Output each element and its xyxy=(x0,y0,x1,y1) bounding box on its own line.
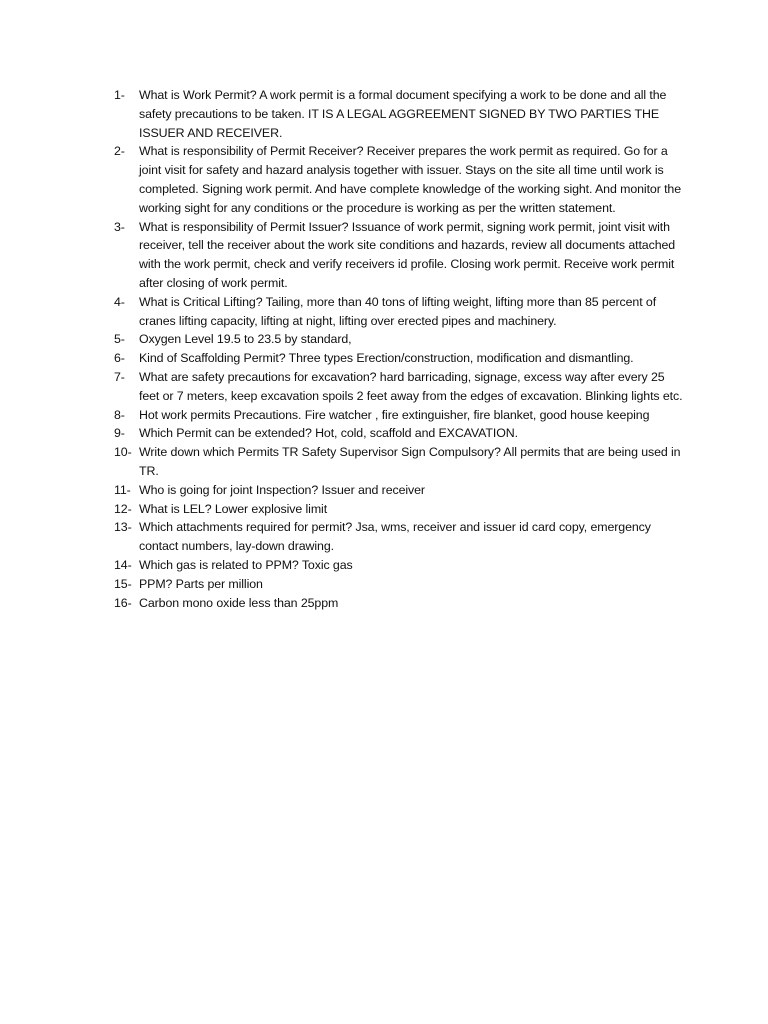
list-item xyxy=(114,142,684,217)
item-number: 5- xyxy=(114,332,125,347)
item-number: 4- xyxy=(114,294,125,309)
list-item xyxy=(114,443,684,481)
item-text: What are safety precautions for excavation? hard barricading, signage, excess way after every 25 feet or 7 meters, keep excavation spoils 2 feet away from the edges of excavation. Blinking lights etc. xyxy=(139,369,683,403)
list-item xyxy=(114,349,684,368)
item-number: 12- xyxy=(114,501,132,516)
item-number: 7- xyxy=(114,369,125,384)
list-item xyxy=(114,424,684,443)
item-number: 6- xyxy=(114,351,125,366)
item-number: 3- xyxy=(114,219,125,234)
item-text: Which gas is related to PPM? Toxic gas xyxy=(139,557,353,572)
item-text: What is responsibility of Permit Receiver? Receiver prepares the work permit as required. Go for a joint visit for safety and hazard analysis together with issuer. Stays on the site all time until work is completed. Signing work permit. And have complete knowledge of the working sight. And monitor the working sight for any conditions or the procedure is working as per the written statement. xyxy=(139,144,681,215)
item-number: 11- xyxy=(114,482,131,497)
item-text: Which Permit can be extended? Hot, cold, scaffold and EXCAVATION. xyxy=(139,426,518,441)
item-text: Who is going for joint Inspection? Issuer and receiver xyxy=(139,482,425,497)
list-item xyxy=(114,293,684,331)
item-text: What is LEL? Lower explosive limit xyxy=(139,501,328,516)
list-item xyxy=(114,556,684,575)
item-text: Oxygen Level 19.5 to 23.5 by standard, xyxy=(139,332,352,347)
item-text: What is responsibility of Permit Issuer? Issuance of work permit, signing work permit, joint visit with receiver, tell the receiver about the work site conditions and hazards, review all documents attached with the work permit, check and verify receivers id profile. Closing work permit. Receive work permit after closing of work permit. xyxy=(139,219,676,290)
item-text: What is Critical Lifting? Tailing, more than 40 tons of lifting weight, lifting more than 85 percent of cranes lifting capacity, lifting at night, lifting over erected pipes and machinery. xyxy=(139,294,657,328)
list-item xyxy=(114,594,684,613)
list-item xyxy=(114,500,684,519)
item-text: Which attachments required for permit? Jsa, wms, receiver and issuer id card copy, emergency contact numbers, lay-down drawing. xyxy=(139,520,651,554)
list-item xyxy=(114,218,684,293)
item-text: Hot work permits Precautions. Fire watcher , fire extinguisher, fire blanket, good house keeping xyxy=(139,407,650,422)
item-number: 14- xyxy=(114,557,132,572)
item-number: 15- xyxy=(114,576,132,591)
item-number: 16- xyxy=(114,595,132,610)
item-number: 13- xyxy=(114,520,132,535)
item-text: Kind of Scaffolding Permit? Three types Erection/construction, modification and dismantling. xyxy=(139,351,634,366)
item-text: Carbon mono oxide less than 25ppm xyxy=(139,595,339,610)
item-text: Write down which Permits TR Safety Supervisor Sign Compulsory? All permits that are being used in TR. xyxy=(139,445,681,478)
list-item xyxy=(114,575,684,594)
item-number: 9- xyxy=(114,426,125,441)
item-number: 10- xyxy=(114,445,132,460)
list-item xyxy=(114,518,684,556)
item-text: PPM? Parts per million xyxy=(139,576,263,591)
item-number: 8- xyxy=(114,407,125,422)
item-number: 2- xyxy=(114,144,125,159)
list-item xyxy=(114,86,684,142)
list-item xyxy=(114,406,684,425)
list-item xyxy=(114,481,684,500)
item-number: 1- xyxy=(114,88,125,102)
qa-list xyxy=(114,86,684,612)
item-text: What is Work Permit? A work permit is a formal document specifying a work to be done and all the safety precautions to be taken. IT IS A LEGAL AGGREEMENT SIGNED BY TWO PARTIES THE ISSUER AND RECEIVER. xyxy=(139,88,667,140)
list-item xyxy=(114,368,684,406)
list-item xyxy=(114,330,684,349)
